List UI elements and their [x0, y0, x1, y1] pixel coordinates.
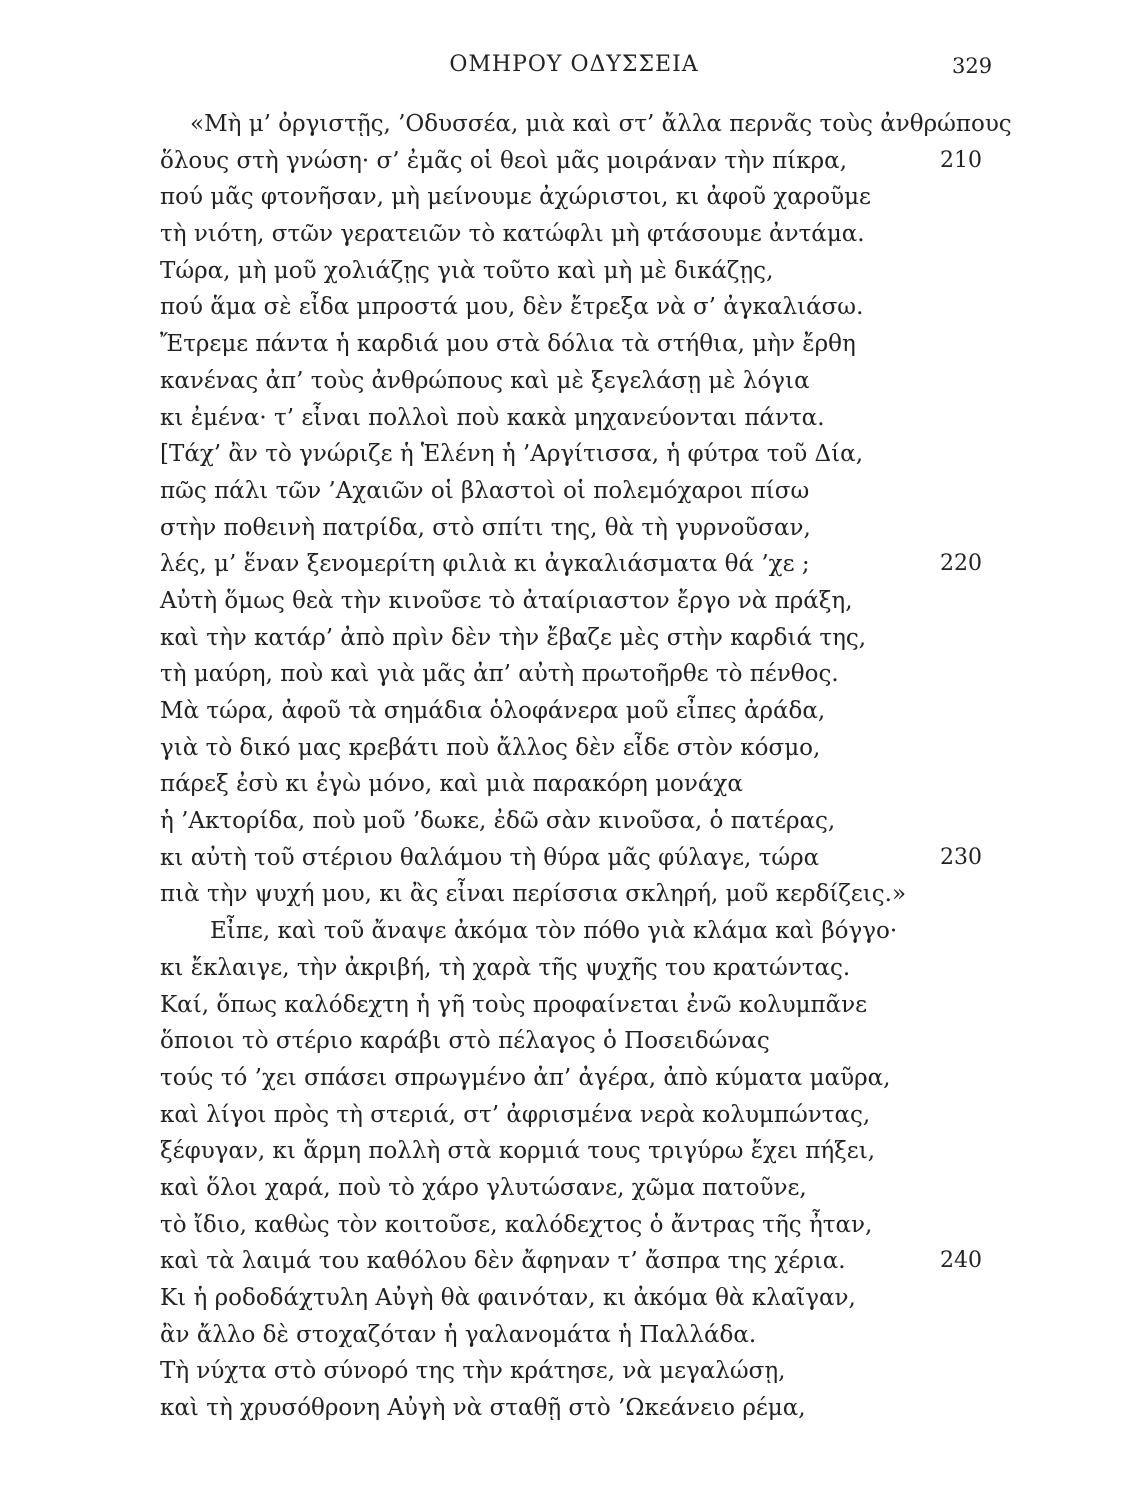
- verse-line: [0, 656, 1148, 693]
- verse-line: [0, 473, 1148, 510]
- verse-line: [0, 143, 1148, 180]
- verse-text: Μὰ τώρα, ἀφοῦ τὰ σημάδια ὁλοφάνερα μοῦ εἶπες ἀράδα,: [160, 698, 826, 724]
- verse-line: [0, 766, 1148, 803]
- verse-text: τούς τό ’χει σπάσει σπρωγμένο ἀπ’ ἀγέρα, ἀπὸ κύματα μαῦρα,: [160, 1064, 891, 1091]
- verse-line: [0, 730, 1148, 767]
- verse-line: [0, 803, 1148, 840]
- verse-text: γιὰ τὸ δικό μας κρεβάτι ποὺ ἄλλος δὲν εἶδε στὸν κόσμο,: [160, 734, 821, 761]
- verse-line: [0, 179, 1148, 216]
- verse-line: [0, 363, 1148, 400]
- poem-text: [0, 106, 1148, 1427]
- verse-line: [0, 289, 1148, 326]
- verse-text: [Τάχ’ ἂν τὸ γνώριζε ἡ Ἑλένη ἡ ’Αργίτισσα, ἡ φύτρα τοῦ Δία,: [160, 441, 864, 468]
- verse-line: [0, 987, 1148, 1024]
- verse-text: κι ἔκλαιγε, τὴν ἀκριβή, τὴ χαρὰ τῆς ψυχῆς του κρατώντας.: [160, 954, 851, 981]
- verse-text: ἂν ἄλλο δὲ στοχαζόταν ἡ γαλανομάτα ἡ Παλλάδα.: [160, 1321, 757, 1348]
- verse-line: [0, 1280, 1148, 1317]
- verse-text: Εἶπε, καὶ τοῦ ἄναψε ἀκόμα τὸν πόθο γιὰ κλάμα καὶ βόγγο·: [210, 918, 898, 945]
- verse-text: καὶ λίγοι πρὸς τὴ στεριά, στ’ ἀφρισμένα νερὰ κολυμπώντας,: [160, 1101, 871, 1128]
- verse-line: [0, 546, 1148, 583]
- verse-line: [0, 1060, 1148, 1097]
- verse-text: Ἔτρεμε πάντα ἡ καρδιά μου στὰ δόλια τὰ στήθια, μὴν ἔρθη: [160, 331, 856, 358]
- verse-text: Τὴ νύχτα στὸ σύνορό της τὴν κράτησε, νὰ μεγαλώσῃ,: [160, 1358, 786, 1385]
- verse-line: [0, 693, 1148, 730]
- verse-text: πάρεξ ἐσὺ κι ἐγὼ μόνο, καὶ μιὰ παρακόρη μονάχα: [160, 771, 743, 798]
- verse-text: ξέφυγαν, κι ἅρμη πολλὴ στὰ κορμιά τους τριγύρω ἔχει πήξει,: [160, 1138, 876, 1165]
- verse-line: [0, 436, 1148, 473]
- verse-text: τὴ νιότη, στῶν γερατειῶν τὸ κατώφλι μὴ φτάσουμε ἀντάμα.: [160, 221, 865, 248]
- verse-text: «Μὴ μ’ ὀργιστῇς, ’Οδυσσέα, μιὰ καὶ στ’ ἄλλα περνᾶς τοὺς ἀνθρώπους: [190, 111, 1012, 137]
- verse-text: πιὰ τὴν ψυχή μου, κι ἂς εἶναι περίσσια σκληρή, μοῦ κερδίζεις.»: [160, 881, 907, 908]
- verse-text: Κι ἡ ροδοδάχτυλη Αὐγὴ θὰ φαινόταν, κι ἀκόμα θὰ κλαῖγαν,: [160, 1285, 856, 1311]
- line-number: 210: [940, 147, 982, 173]
- verse-line: [0, 1023, 1148, 1060]
- page-number: 329: [952, 54, 993, 78]
- verse-line: [0, 1317, 1148, 1354]
- verse-line: [0, 950, 1148, 987]
- verse-line: [0, 1243, 1148, 1280]
- verse-line: [0, 1170, 1148, 1207]
- verse-line: [0, 1390, 1148, 1427]
- verse-line: [0, 106, 1148, 143]
- verse-text: ἡ ’Ακτορίδα, ποὺ μοῦ ’δωκε, ἐδῶ σὰν κινοῦσα, ὁ πατέρας,: [160, 808, 836, 835]
- verse-text: λές, μ’ ἕναν ξενομερίτη φιλιὰ κι ἀγκαλιάσματα θά ’χε ;: [160, 551, 810, 578]
- verse-text: καὶ τὰ λαιμά του καθόλου δὲν ἄφηναν τ’ ἄσπρα της χέρια.: [160, 1248, 846, 1275]
- verse-line: [0, 620, 1148, 657]
- verse-text: τὴ μαύρη, ποὺ καὶ γιὰ μᾶς ἀπ’ αὐτὴ πρωτοῆρθε τὸ πένθος.: [160, 661, 839, 688]
- verse-text: πῶς πάλι τῶν ’Αχαιῶν οἱ βλαστοὶ οἱ πολεμόχαροι πίσω: [160, 477, 810, 504]
- verse-line: [0, 1207, 1148, 1244]
- verse-line: [0, 216, 1148, 253]
- verse-line: [0, 876, 1148, 913]
- verse-line: [0, 840, 1148, 877]
- verse-text: κανένας ἀπ’ τοὺς ἀνθρώπους καὶ μὲ ξεγελάσῃ μὲ λόγια: [160, 367, 810, 394]
- verse-text: κι αὐτὴ τοῦ στέριου θαλάμου τὴ θύρα μᾶς φύλαγε, τώρα: [160, 844, 820, 871]
- verse-text: πού μᾶς φτονῆσαν, μὴ μείνουμε ἀχώριστοι, κι ἀφοῦ χαροῦμε: [160, 184, 871, 211]
- verse-line: [0, 913, 1148, 950]
- line-number: 230: [940, 844, 982, 870]
- verse-line: [0, 583, 1148, 620]
- verse-text: ὅλους στὴ γνώση· σ’ ἐμᾶς οἱ θεοὶ μᾶς μοιράναν τὴν πίκρα,: [160, 147, 848, 174]
- verse-text: στὴν ποθεινὴ πατρίδα, στὸ σπίτι της, θὰ τὴ γυρνοῦσαν,: [160, 514, 811, 541]
- page-title: ΟΜΗΡΟΥ ΟΔΥΣΣΕΙΑ: [449, 52, 699, 77]
- verse-line: [0, 253, 1148, 290]
- verse-line: [0, 400, 1148, 437]
- line-number: 220: [940, 551, 982, 577]
- verse-text: καὶ ὅλοι χαρά, ποὺ τὸ χάρο γλυτώσανε, χῶμα πατοῦνε,: [160, 1174, 807, 1201]
- verse-text: πού ἅμα σὲ εἶδα μπροστά μου, δὲν ἔτρεξα νὰ σ’ ἀγκαλιάσω.: [160, 294, 864, 321]
- verse-line: [0, 326, 1148, 363]
- verse-line: [0, 510, 1148, 547]
- verse-text: τὸ ἴδιο, καθὼς τὸν κοιτοῦσε, καλόδεχτος ὁ ἄντρας τῆς ἦταν,: [160, 1211, 873, 1238]
- verse-line: [0, 1353, 1148, 1390]
- line-number: 240: [940, 1248, 982, 1274]
- verse-text: καὶ τὴν κατάρ’ ἀπὸ πρὶν δὲν τὴν ἔβαζε μὲς στὴν καρδιά της,: [160, 624, 867, 651]
- verse-text: κι ἐμένα· τ’ εἶναι πολλοὶ ποὺ κακὰ μηχανεύονται πάντα.: [160, 404, 825, 431]
- verse-text: Τώρα, μὴ μοῦ χολιάζῃς γιὰ τοῦτο καὶ μὴ μὲ δικάζῃς,: [160, 257, 774, 284]
- verse-text: καὶ τὴ χρυσόθρονη Αὐγὴ νὰ σταθῇ στὸ ’Ωκεάνειο ρέμα,: [160, 1395, 806, 1422]
- verse-text: Αὐτὴ ὅμως θεὰ τὴν κινοῦσε τὸ ἀταίριαστον ἔργο νὰ πράξη,: [160, 587, 853, 614]
- verse-text: Καί, ὅπως καλόδεχτη ἡ γῆ τοὺς προφαίνεται ἐνῶ κολυμπᾶνε: [160, 991, 868, 1018]
- verse-line: [0, 1097, 1148, 1134]
- verse-text: ὅποιοι τὸ στέριο καράβι στὸ πέλαγος ὁ Ποσειδώνας: [160, 1028, 770, 1055]
- verse-line: [0, 1133, 1148, 1170]
